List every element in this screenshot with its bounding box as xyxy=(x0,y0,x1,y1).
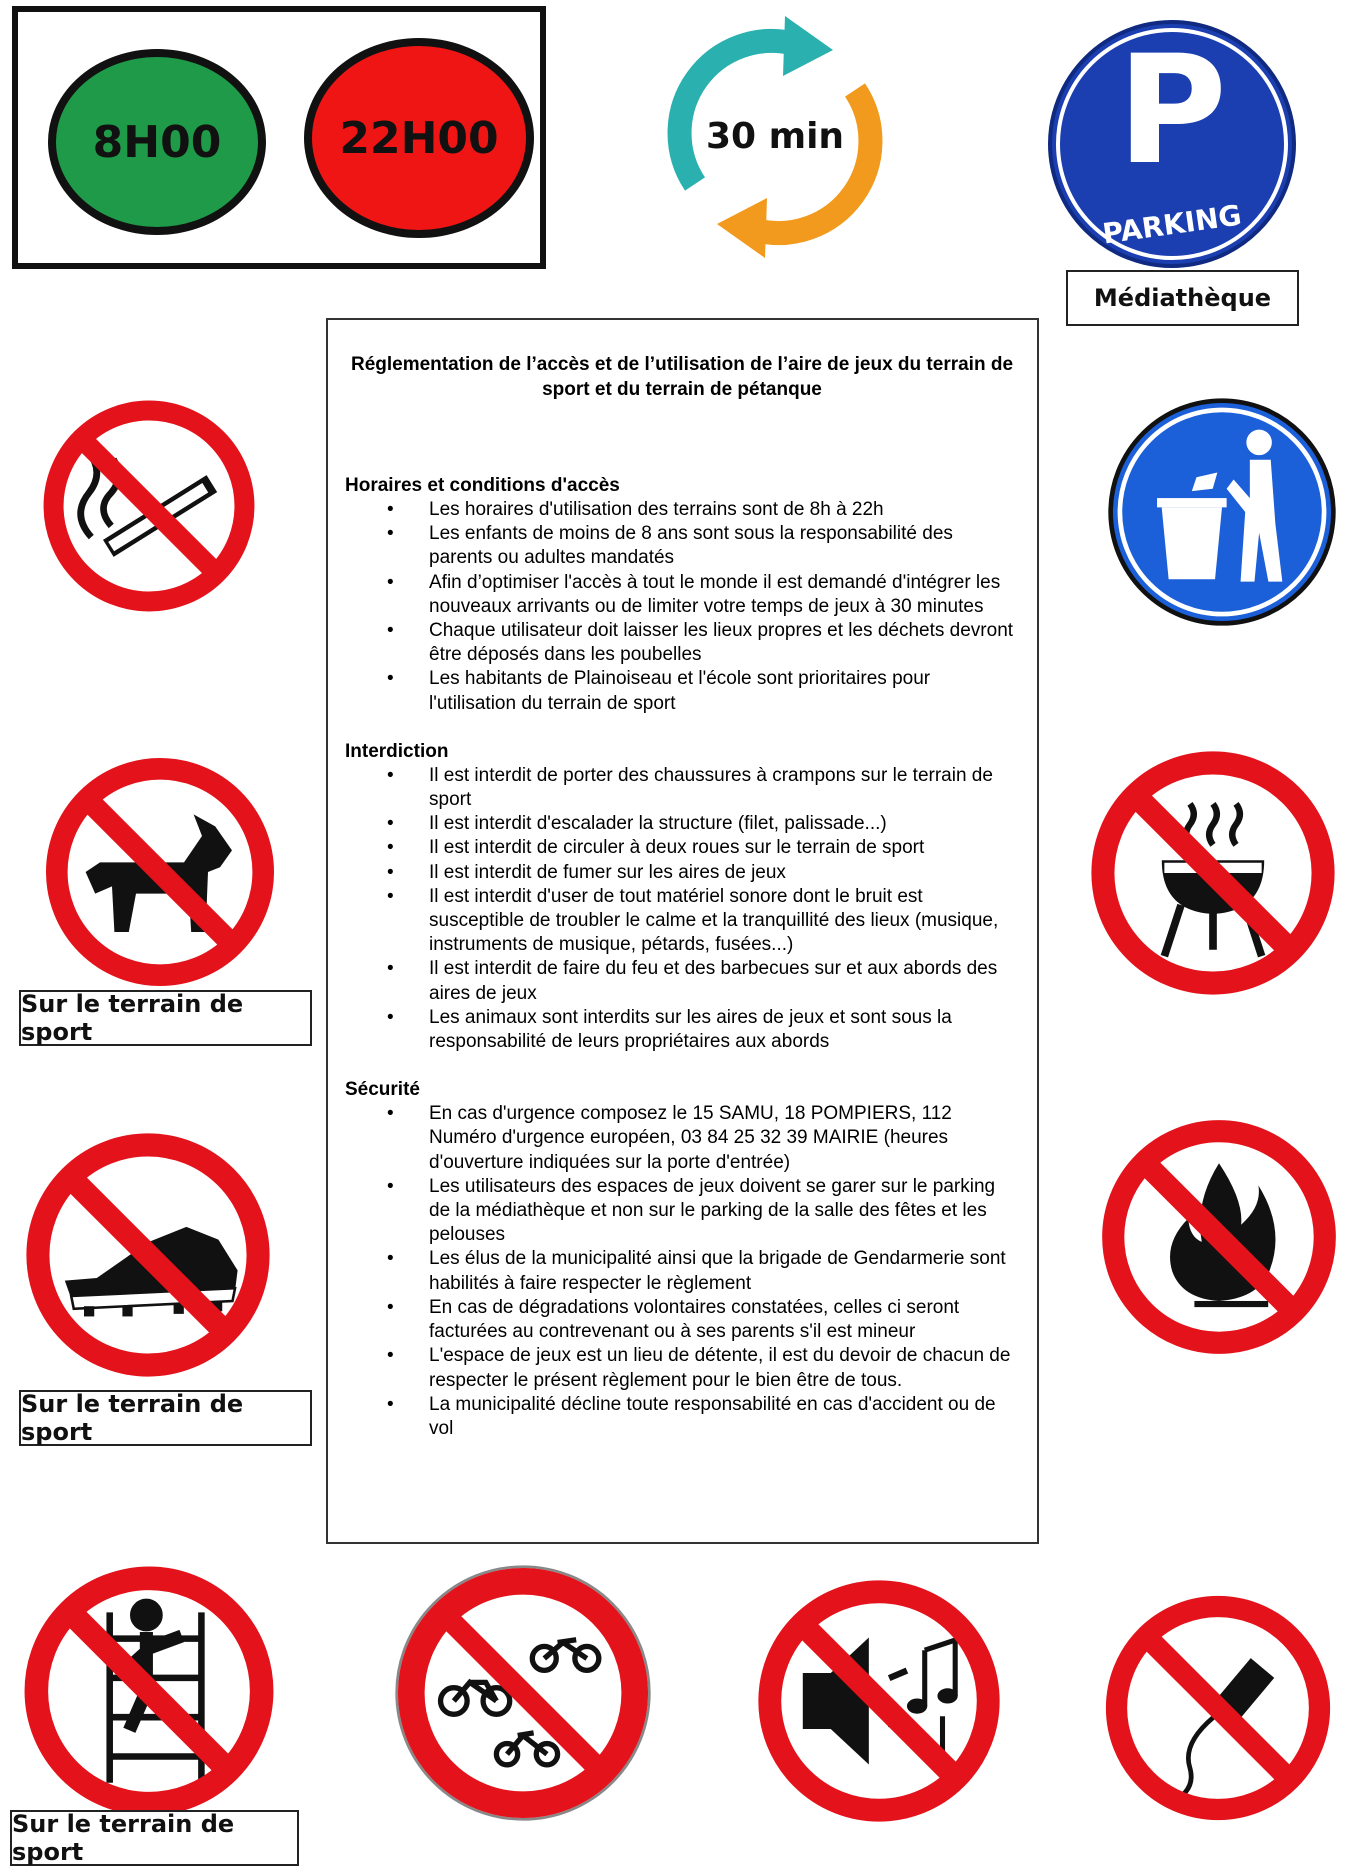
list-item: • Il est interdit de faire du feu et des barbecues sur et aux abords des aires de jeux xyxy=(345,957,1019,1005)
rules-panel xyxy=(326,318,1039,1544)
parking-caption-text: Médiathèque xyxy=(1093,284,1272,312)
list-item: • Il est interdit d'user de tout matériel sonore dont le bruit est susceptible de troubler le calme et la tranquillité des lieux (musique, instruments de musique, pétards, fusées...) xyxy=(345,885,1019,958)
dogs-sign-caption xyxy=(19,990,312,1046)
cleats-sign-caption xyxy=(19,1390,312,1446)
parking-text: PARKING xyxy=(1100,198,1244,251)
dogs-caption-text: Sur le terrain de sport xyxy=(21,990,244,1046)
close-time-circle xyxy=(304,38,534,238)
list-item: • Les utilisateurs des espaces de jeux doivent se garer sur le parking de la médiathèque et non sur le parking de la salle des fêtes et les pelouses xyxy=(345,1175,1019,1248)
list-item: • Les habitants de Plainoiseau et l'école sont prioritaires pour l'utilisation du terrain de sport xyxy=(345,667,1019,715)
list-item: • Il est interdit de fumer sur les aires de jeux xyxy=(345,861,1019,885)
time-limit-label: 30 min xyxy=(705,116,845,157)
cleats-caption-text: Sur le terrain de sport xyxy=(21,1390,244,1446)
list-item: • La municipalité décline toute responsabilité en cas d'accident ou de vol xyxy=(345,1393,1019,1441)
list-item: • Les horaires d'utilisation des terrains sont de 8h à 22h xyxy=(345,498,1019,522)
list-item: • Les animaux sont interdits sur les aires de jeux et sont sous la responsabilité de leurs propriétaires aux abords xyxy=(345,1006,1019,1054)
section-title-safety: Sécurité xyxy=(345,1079,420,1101)
parking-sign xyxy=(1045,18,1299,270)
list-item: • Il est interdit d'escalader la structure (filet, palissade...) xyxy=(345,812,1019,836)
section-title-prohibitions: Interdiction xyxy=(345,740,449,762)
no-cleats-sign xyxy=(20,1127,276,1383)
list-item: • Il est interdit de porter des chaussures à crampons sur le terrain de sport xyxy=(345,764,1019,812)
parking-caption xyxy=(1066,270,1299,326)
litter-bin-sign xyxy=(1106,396,1338,628)
list-item: • Les enfants de moins de 8 ans sont sous la responsabilité des parents ou adultes mandatés xyxy=(345,522,1019,570)
no-two-wheelers-sign xyxy=(390,1560,656,1826)
list-item: • Chaque utilisateur doit laisser les lieux propres et les déchets devront être déposés dans les poubelles xyxy=(345,619,1019,667)
climbing-sign-caption xyxy=(10,1810,299,1866)
time-limit-cycle xyxy=(665,14,885,260)
prohibition-rules-list xyxy=(345,764,1019,1054)
no-smoking-sign xyxy=(38,395,260,617)
list-item: • Afin d’optimiser l'accès à tout le monde il est demandé d'intégrer les nouveaux arrivants ou de limiter votre temps de jeux à 30 minutes xyxy=(345,571,1019,619)
no-dogs-sign xyxy=(40,752,280,992)
no-fire-sign xyxy=(1096,1114,1342,1360)
list-item: • En cas d'urgence composez le 15 SAMU, 18 POMPIERS, 112 Numéro d'urgence européen, 03 84 25 32 39 MAIRIE (heures d'ouverture indiquées sur la porte d'entrée) xyxy=(345,1102,1019,1175)
no-noise-sign xyxy=(752,1574,1006,1828)
open-time-circle xyxy=(48,49,266,235)
parking-letter: P xyxy=(1117,24,1227,198)
list-item: • En cas de dégradations volontaires constatées, celles ci seront facturées au contrevenant ou à ses parents s'il est mineur xyxy=(345,1296,1019,1344)
safety-rules-list xyxy=(345,1102,1019,1441)
close-time-label: 22H00 xyxy=(339,112,499,164)
open-time-label: 8H00 xyxy=(92,116,222,168)
rules-title: Réglementation de l’accès et de l’utilisation de l’aire de jeux du terrain de sport et du terrain de pétanque xyxy=(350,354,1014,400)
list-item: • Il est interdit de circuler à deux roues sur le terrain de sport xyxy=(345,836,1019,860)
section-title-access: Horaires et conditions d'accès xyxy=(345,475,620,496)
climbing-caption-text: Sur le terrain de sport xyxy=(12,1810,235,1866)
access-rules-list xyxy=(345,498,1019,716)
no-climbing-sign xyxy=(18,1560,280,1822)
no-fireworks-sign xyxy=(1100,1590,1336,1826)
list-item: • L'espace de jeux est un lieu de détente, il est du devoir de chacun de respecter le présent règlement pour le bien être de tous. xyxy=(345,1344,1019,1392)
opening-hours-panel xyxy=(12,6,546,269)
list-item: • Les élus de la municipalité ainsi que la brigade de Gendarmerie sont habilités à faire respecter le règlement xyxy=(345,1247,1019,1295)
no-barbecue-sign xyxy=(1085,745,1341,1001)
